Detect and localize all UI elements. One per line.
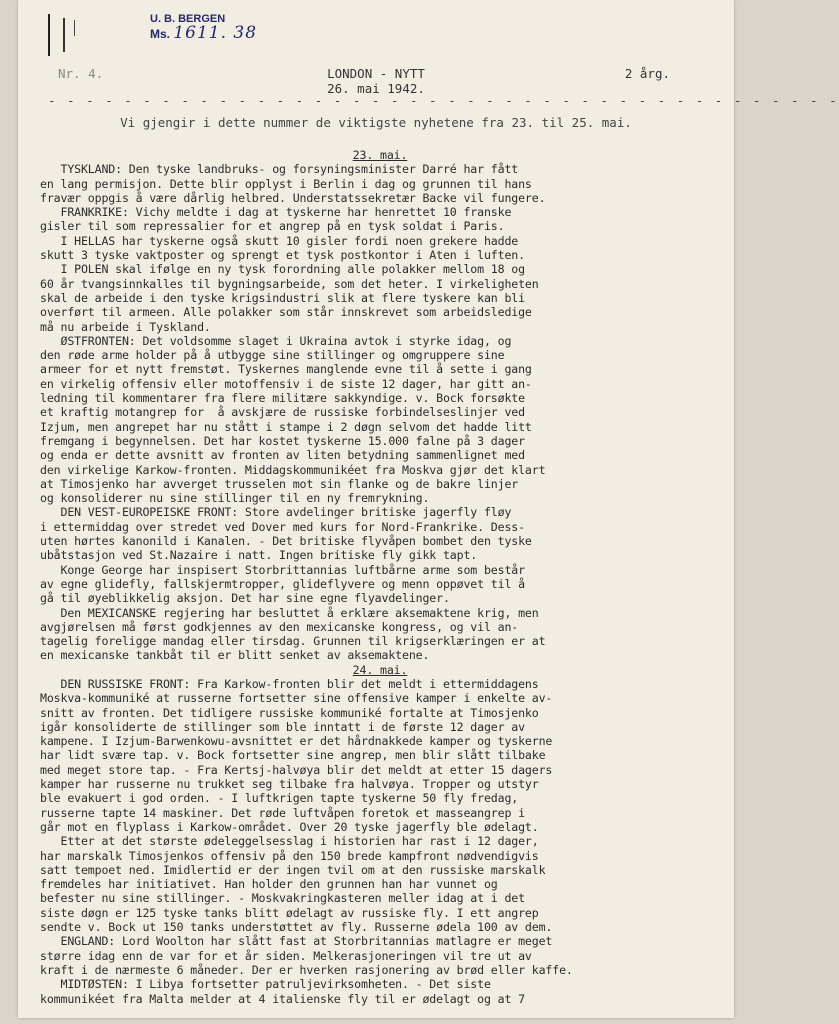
text-line: gisler til som repressalier for et angrep på en tysk soldat i Paris.: [40, 219, 505, 234]
text-line: fravær oppgis å være dårlig helbred. Understatssekretær Backe vil fungere.: [40, 190, 546, 205]
text-line: russerne tapte 14 maskiner. Det røde luftvåpen foretok et masseangrep i: [40, 805, 525, 820]
text-line: at Timosjenko har avverget trusselen mot sin flanke og de bakre linjer: [40, 476, 519, 491]
text-line: kampene. I Izjum-Barwenkowu-avsnittet er det hårdnakkede kamper og tyskerne: [40, 734, 553, 749]
text-line: ubåtstasjon ved St.Nazaire i natt. Ingen britiske fly gikk tapt.: [40, 548, 478, 563]
text-line: I HELLAS har tyskerne også skutt 10 gisler fordi noen grekere hadde: [40, 233, 519, 248]
ink-mark: [48, 14, 50, 56]
issue-date: 26. mai 1942.: [327, 81, 425, 96]
text-line: Konge George har inspisert Storbrittannias luftbårne arme som består: [40, 562, 525, 577]
text-line: siste døgn er 125 tyske tanks blitt ødelagt av russiske fly. I ett angrep: [40, 905, 539, 920]
text-line: en mexicanske tankbåt til er blitt senket av aksemaktene.: [40, 648, 430, 663]
text-line: et kraftig motangrep for å avskjære de russiske forbindelseslinjer ved: [40, 405, 525, 420]
text-line: og konsoliderer nu sine stillinger til en ny fremrykning.: [40, 491, 430, 506]
text-line: kamper har russerne nu trukket seg tilbake fra halvøya. Tropper og utstyr: [40, 777, 539, 792]
text-line: satt tempoet ned. Imidlertid er der ingen tvil om at den russiske marskalk: [40, 862, 546, 877]
intro-line: Vi gjengir i dette nummer de viktigste nyhetene fra 23. til 25. mai.: [120, 115, 632, 130]
volume-label: 2 årg.: [624, 66, 670, 81]
text-line: av egne glidefly, fallskjermtropper, glideflyvere og menn oppøvet til å: [40, 576, 525, 591]
ink-mark: [63, 18, 65, 52]
text-line: den virkelige Karkow-fronten. Middagskommunikéet fra Moskva gjør det klart: [40, 462, 546, 477]
date-heading: 23. mai.: [352, 148, 408, 162]
text-line: ledning til kommentarer fra flere militære sakkyndige. v. Bock forsøkte: [40, 391, 525, 406]
text-line: ble evakuert i god orden. - I luftkrigen tapte tyskerne 50 fly fredag,: [40, 791, 519, 806]
text-line: en virkelig offensiv eller motoffensiv i de siste 12 dager, har gitt an-: [40, 376, 532, 391]
text-line: avgjørelsen må først godkjennes av den mexicanske kongress, og vil an-: [40, 619, 519, 634]
text-line: må nu arbeide i Tyskland.: [40, 319, 211, 334]
text-line: den røde arme holder på å utbygge sine stillinger og omgruppere sine: [40, 348, 505, 363]
text-line: uten hørtes kanonild i Kanalen. - Det britiske flyvåpen bombet den tyske: [40, 534, 532, 549]
text-line: 60 år tvangsinnkalles til bygningsarbeide, som det heter. I virkeligheten: [40, 276, 539, 291]
ink-mark: [74, 20, 75, 36]
document-body: [40, 148, 720, 1006]
text-line: har marskalk Timosjenkos offensiv på den 150 brede kampfront nødvendigvis: [40, 848, 539, 863]
issue-number: Nr. 4.: [58, 66, 104, 81]
text-line: Moskva-kommuniké at russerne fortsetter sine offensive kamper i enkelte av-: [40, 691, 553, 706]
text-line: Etter at det største ødeleggelsesslag i historien har rast i 12 dager,: [40, 834, 539, 849]
text-line: I POLEN skal ifølge en ny tysk forordning alle polakker mellom 18 og: [40, 262, 525, 277]
stamp-ms-prefix: Ms.: [150, 27, 171, 41]
text-line: skal de arbeide i den tyske krigsindustri slik at flere tyskere kan bli: [40, 290, 525, 305]
text-line: og enda er dette avsnitt av fronten av liten betydning sammenlignet med: [40, 448, 525, 463]
text-line: har lidt svære tap. v. Bock fortsetter sine angrep, men blir slått tilbake: [40, 748, 546, 763]
text-line: MIDTØSTEN: I Libya fortsetter patruljevirksomheten. - Det siste: [40, 977, 491, 992]
document-page: [18, 0, 839, 1018]
text-line: Izjum, men angrepet har nu stått i stampe i 2 døgn selvom det hadde litt: [40, 419, 532, 434]
text-line: sendte v. Bock ut 150 tanks understøttet av fly. Russerne ødela 100 av dem.: [40, 920, 553, 935]
stamp-institution: U. B. BERGEN: [150, 13, 226, 25]
stamp-ms-number: 1611. 38: [173, 23, 258, 43]
text-line: DEN VEST-EUROPEISKE FRONT: Store avdelinger britiske jagerfly fløy: [40, 505, 512, 520]
date-heading: 24. mai.: [352, 662, 408, 677]
text-line: ØSTFRONTEN: Det voldsomme slaget i Ukraina avtok i styrke idag, og: [40, 333, 512, 348]
text-line: fremgang i begynnelsen. Det har kostet tyskerne 15.000 falne på 3 dager: [40, 433, 525, 448]
text-line: befester nu sine stillinger. - Moskvakringkasteren meller idag at i det: [40, 891, 525, 906]
text-line: i ettermiddag over stredet ved Dover med kurs for Nord-Frankrike. Dess-: [40, 519, 525, 534]
text-line: går mot en flyplass i Karkow-området. Over 20 tyske jagerfly ble ødelagt.: [40, 819, 539, 834]
newsletter-title: LONDON - NYTT: [327, 66, 425, 81]
text-line: FRANKRIKE: Vichy meldte i dag at tyskerne har henrettet 10 franske: [40, 205, 512, 220]
text-line: med meget store tap. - Fra Kertsj-halvøya blir det meldt at etter 15 dagers: [40, 762, 553, 777]
text-line: en lang permisjon. Dette blir opplyst i Berlin i dag og grunnen til hans: [40, 176, 532, 191]
text-line: overført til armeen. Alle polakker som står innskrevet som arbeidsledige: [40, 305, 532, 320]
text-line: igår konsoliderte de stillinger som ble inntatt i de første 12 dager av: [40, 719, 525, 734]
text-line: kommunikéet fra Malta melder at 4 italienske fly til er ødelagt og at 7: [40, 991, 525, 1006]
text-line: tagelig foreligge mandag eller tirsdag. Grunnen til krigserklæringen er at: [40, 634, 546, 649]
text-line: gå til øyeblikkelig aksjon. Det har sine egne flyavdelinger.: [40, 591, 450, 606]
library-stamp: [150, 12, 257, 41]
text-line: skutt 3 tyske vaktposter og sprengt et tysk postkontor i Aten i luften.: [40, 248, 525, 263]
text-line: større idag enn de var for et år siden. Melkerasjoneringen vil tre ut av: [40, 948, 532, 963]
text-line: armeer for et nytt fremstøt. Tyskernes manglende evne til å sette i gang: [40, 362, 532, 377]
text-line: snitt av fronten. Det tidligere russiske kommuniké fortalte at Timosjenko: [40, 705, 539, 720]
text-line: TYSKLAND: Den tyske landbruks- og forsyningsminister Darré har fått: [40, 162, 519, 177]
text-line: kraft i de nærmeste 6 måneder. Der er hverken rasjonering av brød eller kaffe.: [40, 962, 573, 977]
text-line: Den MEXICANSKE regjering har besluttet å erklære aksemaktene krig, men: [40, 605, 539, 620]
text-line: DEN RUSSISKE FRONT: Fra Karkow-fronten blir det meldt i ettermiddagens: [40, 676, 539, 691]
text-line: fremdeles har initiativet. Han holder den grunnen han har vunnet og: [40, 877, 498, 892]
text-line: ENGLAND: Lord Woolton har slått fast at Storbritannias matlagre er meget: [40, 934, 553, 949]
separator-line: - - - - - - - - - - - - - - - - - - - - - - - - - - - - - - - - - - - - - - - - - -: [48, 93, 839, 108]
